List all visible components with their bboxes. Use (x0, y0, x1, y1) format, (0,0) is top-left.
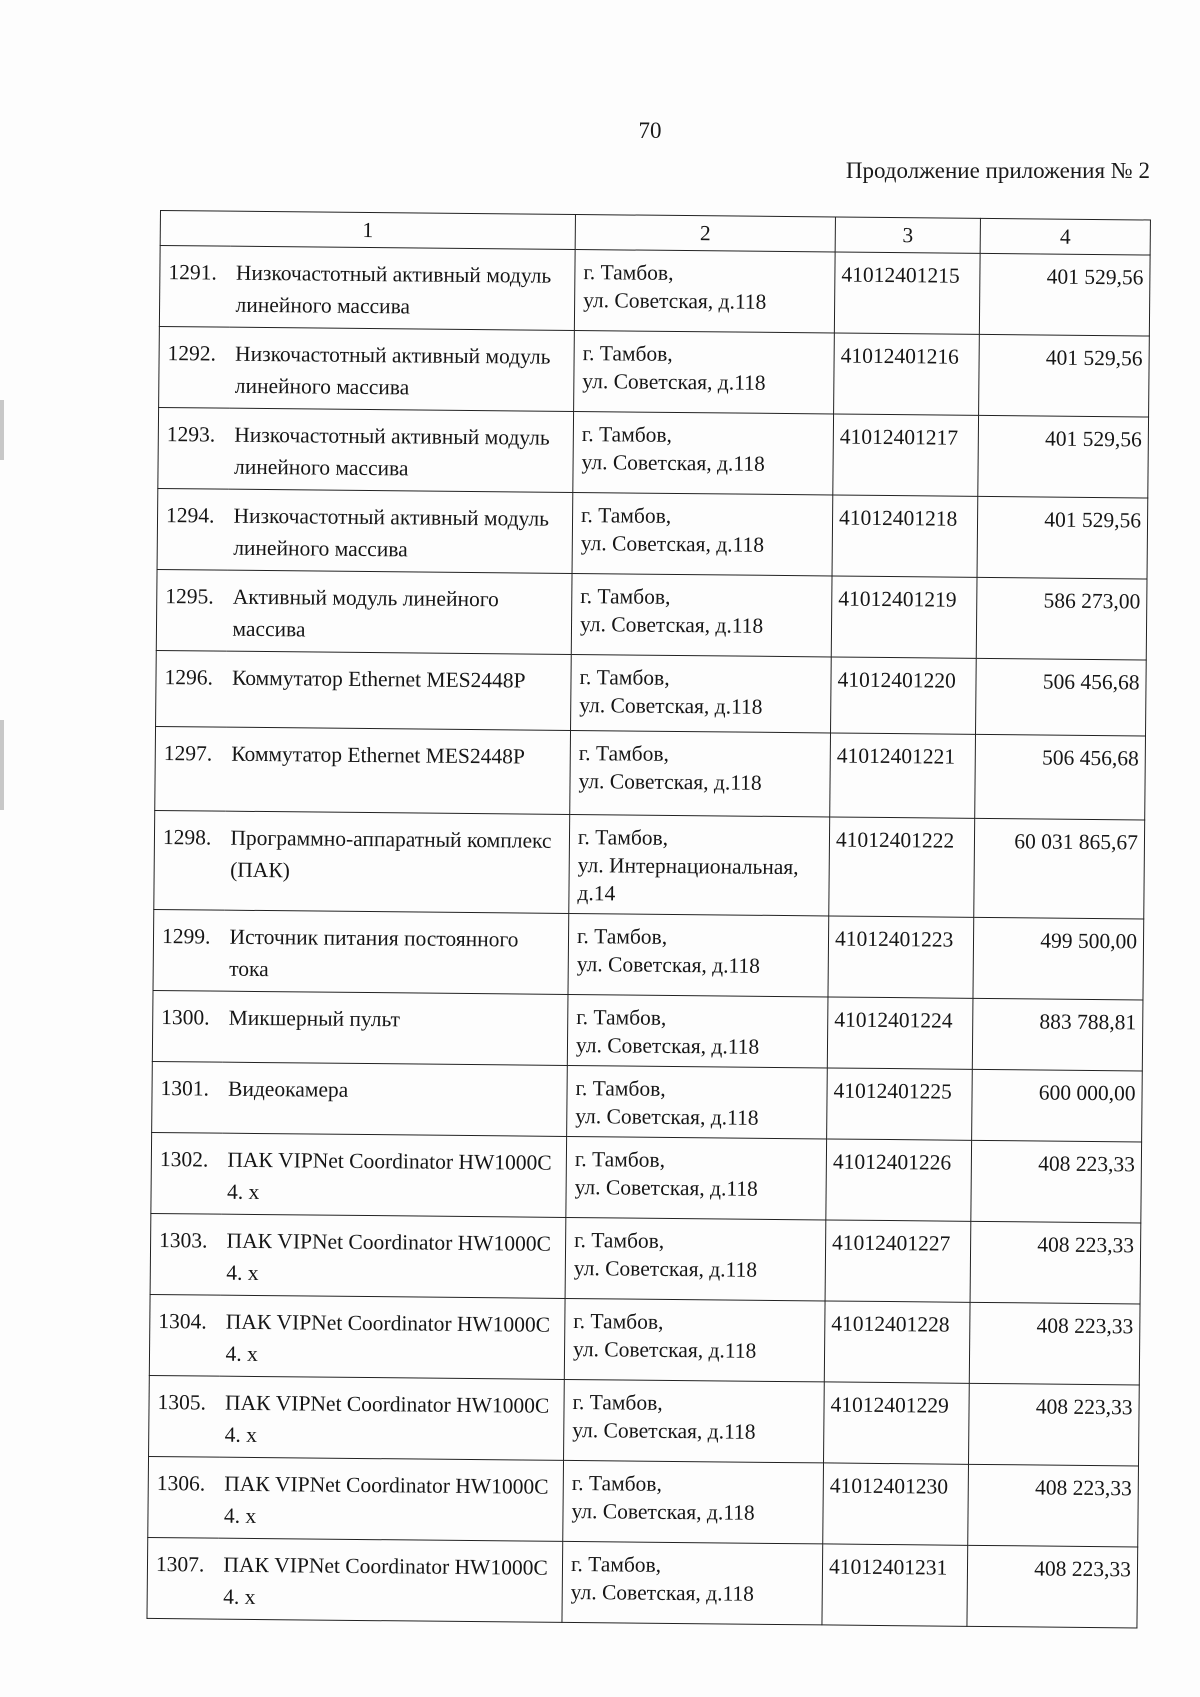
item-name: Низкочастотный активный модуль линейного массива (227, 489, 573, 573)
book-value: 60 031 865,67 (974, 818, 1145, 919)
address-line: ул. Советская, д.118 (579, 693, 763, 719)
book-value: 401 529,56 (978, 415, 1149, 498)
item-name: Коммутатор Ethernet MES2448P (226, 651, 572, 730)
table-row (149, 1375, 1140, 1465)
item-address (562, 1541, 823, 1624)
item-address (563, 1460, 824, 1543)
inventory-number: 41012401227 (825, 1220, 971, 1302)
item-address (569, 814, 830, 915)
address-line: ул. Советская, д.118 (575, 1104, 759, 1130)
table-row (155, 726, 1146, 819)
address-line: г. Тамбов, (583, 260, 674, 285)
item-address (574, 330, 835, 413)
item-address (573, 411, 834, 494)
inventory-number: 41012401221 (830, 733, 976, 818)
item-name: ПАК VIPNet Coordinator HW1000C 4. x (217, 1538, 563, 1622)
address-line: г. Тамбов, (582, 341, 673, 366)
page-number: 70 (638, 118, 662, 143)
row-number: 1295. (156, 569, 227, 651)
book-value: 506 456,68 (976, 658, 1147, 736)
book-value: 408 223,33 (969, 1302, 1140, 1385)
inventory-number: 41012401224 (827, 997, 973, 1069)
book-value: 408 223,33 (967, 1545, 1138, 1628)
row-number: 1294. (157, 488, 228, 570)
item-address (564, 1379, 825, 1462)
row-number: 1296. (156, 650, 227, 727)
address-line: г. Тамбов, (574, 1147, 666, 1172)
table-row (158, 407, 1149, 497)
table-row (150, 1213, 1141, 1303)
item-name: Низкочастотный активный модуль линейного массива (229, 327, 575, 411)
book-value: 401 529,56 (979, 334, 1150, 417)
table-row (156, 569, 1147, 659)
table-row (153, 909, 1144, 999)
item-name: ПАК VIPNet Coordinator HW1000C 4. x (219, 1295, 565, 1379)
book-value: 408 223,33 (968, 1464, 1139, 1547)
address-line: ул. Советская, д.118 (570, 1580, 755, 1606)
table-row (157, 488, 1148, 578)
table-row (152, 990, 1143, 1070)
address-line: ул. Советская, д.118 (576, 952, 761, 978)
inventory-number: 41012401225 (827, 1068, 973, 1140)
address-line: г. Тамбов, (571, 1471, 663, 1496)
address-line: ул. Интернациональная, (577, 853, 799, 880)
item-name: ПАК VIPNet Coordinator HW1000C 4. x (220, 1214, 566, 1298)
row-number: 1298. (154, 810, 225, 910)
book-value: 586 273,00 (976, 577, 1147, 660)
item-name: Коммутатор Ethernet MES2448P (225, 727, 571, 814)
address-line: ул. Советская, д.118 (573, 1256, 758, 1282)
row-number: 1297. (155, 726, 226, 811)
column-header: 3 (835, 217, 980, 253)
column-header: 2 (575, 214, 835, 251)
item-address (566, 1136, 827, 1219)
address-line: г. Тамбов, (576, 924, 668, 949)
column-header: 1 (160, 211, 575, 250)
item-address (571, 654, 832, 732)
item-name: Программно-аппаратный комплекс (ПАК) (224, 811, 570, 913)
book-value: 883 788,81 (972, 998, 1143, 1071)
book-value: 401 529,56 (979, 253, 1150, 336)
address-line: ул. Советская, д.118 (578, 769, 762, 795)
item-name: Низкочастотный активный модуль линейного массива (229, 246, 575, 330)
inventory-number: 41012401218 (832, 495, 978, 577)
address-line: г. Тамбов, (573, 1309, 664, 1334)
row-number: 1305. (149, 1375, 220, 1457)
table-row (159, 326, 1150, 416)
item-name: Активный модуль линейного массива (226, 570, 572, 654)
row-number: 1299. (153, 909, 224, 991)
inventory-number: 41012401223 (828, 916, 974, 998)
address-line: ул. Советская, д.118 (572, 1337, 757, 1363)
inventory-number: 41012401230 (823, 1463, 969, 1545)
table-row (154, 810, 1145, 918)
book-value: 408 223,33 (970, 1221, 1141, 1304)
property-table (146, 210, 1150, 1628)
address-line: г. Тамбов, (570, 1552, 662, 1577)
inventory-number: 41012401228 (824, 1301, 970, 1383)
address-line: г. Тамбов, (579, 665, 670, 690)
inventory-number: 41012401229 (824, 1382, 970, 1464)
inventory-number: 41012401222 (829, 817, 975, 917)
item-address (571, 573, 832, 656)
scan-edge-mark (0, 400, 4, 460)
address-line: ул. Советская, д.118 (571, 1499, 755, 1525)
address-line: ул. Советская, д.118 (583, 288, 767, 314)
address-line: г. Тамбов, (572, 1390, 663, 1415)
inventory-number: 41012401226 (826, 1139, 972, 1221)
address-line: ул. Советская, д.118 (574, 1175, 758, 1201)
table-row (152, 1061, 1143, 1141)
item-name: Источник питания постоянного тока (223, 910, 569, 994)
item-address (572, 492, 833, 575)
row-number: 1291. (159, 246, 230, 328)
book-value: 600 000,00 (972, 1069, 1143, 1142)
item-address (567, 1065, 828, 1138)
address-line: г. Тамбов, (576, 1005, 667, 1030)
address-line: д.14 (577, 881, 616, 906)
address-line: г. Тамбов, (578, 741, 670, 766)
row-number: 1292. (159, 326, 230, 408)
address-line: ул. Советская, д.118 (581, 450, 765, 476)
book-value: 499 500,00 (973, 917, 1144, 1000)
item-address (565, 1217, 826, 1300)
book-value: 408 223,33 (971, 1140, 1142, 1223)
address-line: г. Тамбов, (580, 584, 671, 609)
row-number: 1301. (152, 1061, 223, 1133)
address-line: ул. Советская, д.118 (575, 1033, 760, 1059)
table-row (148, 1456, 1139, 1546)
item-address (564, 1298, 825, 1381)
row-number: 1300. (152, 990, 223, 1062)
item-name: Низкочастотный активный модуль линейного массива (228, 408, 574, 492)
item-name: ПАК VIPNet Coordinator HW1000C 4. x (218, 1457, 564, 1541)
row-number: 1303. (150, 1213, 221, 1295)
item-name: Видеокамера (222, 1062, 568, 1136)
annex-title: Продолжение приложения № 2 (845, 158, 1150, 183)
book-value: 408 223,33 (968, 1383, 1139, 1466)
book-value: 401 529,56 (977, 496, 1148, 579)
item-name: Микшерный пульт (222, 991, 568, 1065)
scan-edge-mark (0, 720, 4, 810)
inventory-number: 41012401231 (822, 1544, 968, 1626)
table-row (149, 1294, 1140, 1384)
row-number: 1293. (158, 407, 229, 489)
item-address (568, 913, 829, 996)
address-line: г. Тамбов, (581, 422, 673, 447)
row-number: 1306. (148, 1456, 219, 1538)
address-line: ул. Советская, д.118 (580, 531, 765, 557)
inventory-number: 41012401219 (831, 576, 977, 658)
item-address (567, 994, 828, 1067)
item-name: ПАК VIPNet Coordinator HW1000C 4. x (219, 1376, 565, 1460)
inventory-number: 41012401220 (831, 657, 977, 734)
address-line: г. Тамбов, (575, 1076, 666, 1101)
inventory-number: 41012401215 (834, 252, 980, 334)
row-number: 1304. (149, 1294, 220, 1376)
table-row (151, 1132, 1142, 1222)
item-name: ПАК VIPNet Coordinator HW1000C 4. x (221, 1133, 567, 1217)
item-address (570, 730, 831, 816)
table-row (159, 246, 1150, 336)
address-line: г. Тамбов, (574, 1228, 665, 1253)
item-address (574, 249, 835, 332)
row-number: 1302. (151, 1132, 222, 1214)
inventory-number: 41012401216 (834, 333, 980, 415)
address-line: ул. Советская, д.118 (582, 369, 766, 395)
inventory-number: 41012401217 (833, 414, 979, 496)
table-row (156, 650, 1147, 735)
address-line: г. Тамбов, (577, 825, 669, 850)
table-row (147, 1537, 1138, 1627)
column-header: 4 (980, 218, 1150, 255)
address-line: ул. Советская, д.118 (572, 1418, 756, 1444)
address-line: ул. Советская, д.118 (579, 612, 764, 638)
book-value: 506 456,68 (975, 734, 1146, 820)
address-line: г. Тамбов, (580, 503, 672, 528)
row-number: 1307. (147, 1537, 218, 1619)
